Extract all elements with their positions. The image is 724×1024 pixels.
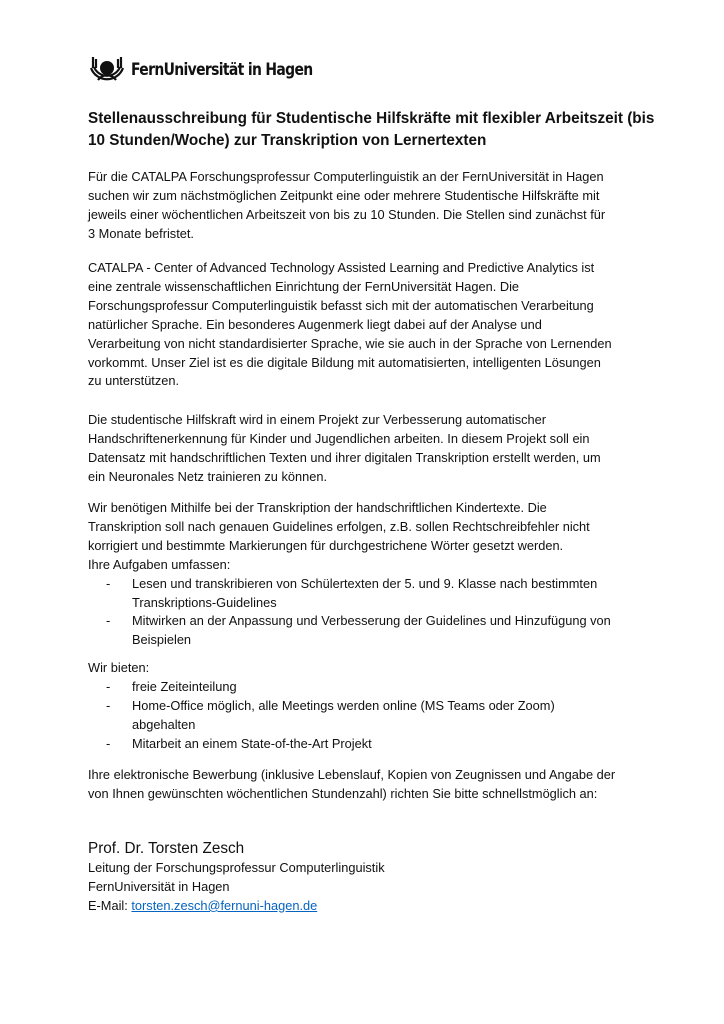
- offer-list-item: [88, 697, 555, 735]
- text-line: 3 Monate befristet.: [88, 225, 194, 241]
- text-line: Forschungsprofessur Computerlinguistik befasst sich mit der automatischen Verarbeitung: [88, 297, 594, 313]
- bullet-dash: -: [106, 575, 111, 591]
- text-line: Die studentische Hilfskraft wird in einem Projekt zur Verbesserung automatischer: [88, 412, 547, 427]
- bullet-dash: -: [106, 613, 111, 629]
- signature-email-line: [88, 897, 385, 916]
- paragraph-intro: [88, 168, 605, 244]
- text-line: jeweils einer wöchentlichen Arbeitszeit von bis zu 10 Stunden. Die Stellen sind zunächst für: [88, 206, 606, 222]
- email-link[interactable]: torsten.zesch@fernuni-hagen.de: [131, 897, 318, 913]
- signature-block: [88, 839, 385, 916]
- text-line: Für die CATALPA Forschungsprofessur Computerlinguistik an der FernUniversität in Hagen: [88, 169, 604, 184]
- text-line: korrigiert und bestimmte Markierungen für durchgestrichene Wörter gesetzt werden.: [88, 537, 564, 553]
- text-line: Transkription soll nach genauen Guidelines erfolgen, z.B. sollen Rechtschreibfehler nicht: [88, 518, 590, 534]
- email-label: E-Mail:: [88, 897, 132, 913]
- signature-role: Leitung der Forschungsprofessur Computerlinguistik: [88, 860, 385, 875]
- text-line: von Ihnen gewünschten wöchentlichen Stundenzahl) richten Sie bitte schnellstmöglich an:: [88, 785, 598, 801]
- text-line: ein Neuronales Netz trainieren zu können.: [88, 468, 328, 484]
- text-line: Home-Office möglich, alle Meetings werden online (MS Teams oder Zoom): [132, 697, 555, 713]
- text-line: natürlicher Sprache. Ein besonderes Augenmerk liegt dabei auf der Analyse und: [88, 316, 542, 332]
- text-line: CATALPA - Center of Advanced Technology Assisted Learning and Predictive Analytics ist: [88, 260, 595, 275]
- bullet-dash: -: [106, 678, 111, 694]
- text-line: abgehalten: [132, 716, 196, 732]
- text-line: eine zentrale wissenschaftlichen Einrichtung der FernUniversität Hagen. Die: [88, 278, 520, 294]
- text-line: suchen wir zum nächstmöglichen Zeitpunkt eine oder mehrere Studentische Hilfskräfte mit: [88, 187, 600, 203]
- text-line: Wir benötigen Mithilfe bei der Transkription der handschriftlichen Kindertexte. Die: [88, 500, 547, 515]
- logo-text: FernUniversität in Hagen: [131, 60, 313, 80]
- text-line: Verarbeitung von nicht standardisierter Sprache, wie sie auch in der Sprache von Lernenden: [88, 335, 612, 351]
- text-line: Beispielen: [132, 632, 192, 648]
- paragraph-application: [88, 766, 615, 804]
- page-title: [88, 108, 654, 152]
- offers-heading: Wir bieten:: [88, 660, 150, 675]
- offer-list-item: [88, 678, 555, 697]
- text-line: Ihre elektronische Bewerbung (inklusive Lebenslauf, Kopien von Zeugnissen und Angabe der: [88, 767, 616, 782]
- task-list-item: [88, 612, 611, 650]
- signature-name: Prof. Dr. Torsten Zesch: [88, 840, 245, 857]
- text-line: Lesen und transkribieren von Schülertexten der 5. und 9. Klasse nach bestimmten: [132, 575, 598, 591]
- title-line: Stellenausschreibung für Studentische Hilfskräfte mit flexibler Arbeitszeit (bis: [88, 110, 655, 127]
- text-line: Mitwirken an der Anpassung und Verbesserung der Guidelines und Hinzufügung von: [132, 613, 611, 629]
- bullet-dash: -: [106, 697, 111, 713]
- text-line: Datensatz mit handschriftlichen Texten und ihrer digitalen Transkription erstellt werden, um: [88, 449, 601, 465]
- text-line: zu unterstützen.: [88, 373, 180, 389]
- paragraph-tasks: [88, 499, 611, 650]
- text-line: vorkommt. Unser Ziel ist es die digitale Bildung mit automatisierten, intelligenten Lösungen: [88, 354, 601, 370]
- text-line: Ihre Aufgaben umfassen:: [88, 556, 231, 572]
- title-line: 10 Stunden/Woche) zur Transkription von Lernertexten: [88, 132, 487, 149]
- task-list-item: [88, 575, 611, 613]
- offer-list-item: [88, 735, 555, 754]
- bullet-dash: -: [106, 735, 111, 751]
- text-line: Transkriptions-Guidelines: [132, 594, 277, 610]
- paragraph-offers: [88, 659, 555, 754]
- text-line: freie Zeiteinteilung: [132, 678, 237, 694]
- university-logo: [89, 54, 352, 86]
- paragraph-catalpa: [88, 259, 612, 391]
- fernuni-logo-icon: [89, 54, 125, 86]
- paragraph-project: [88, 411, 601, 487]
- text-line: Mitarbeit an einem State-of-the-Art Projekt: [132, 735, 372, 751]
- signature-org: FernUniversität in Hagen: [88, 878, 230, 894]
- text-line: Handschriftenerkennung für Kinder und Jugendlichen arbeiten. In diesem Projekt soll ein: [88, 430, 590, 446]
